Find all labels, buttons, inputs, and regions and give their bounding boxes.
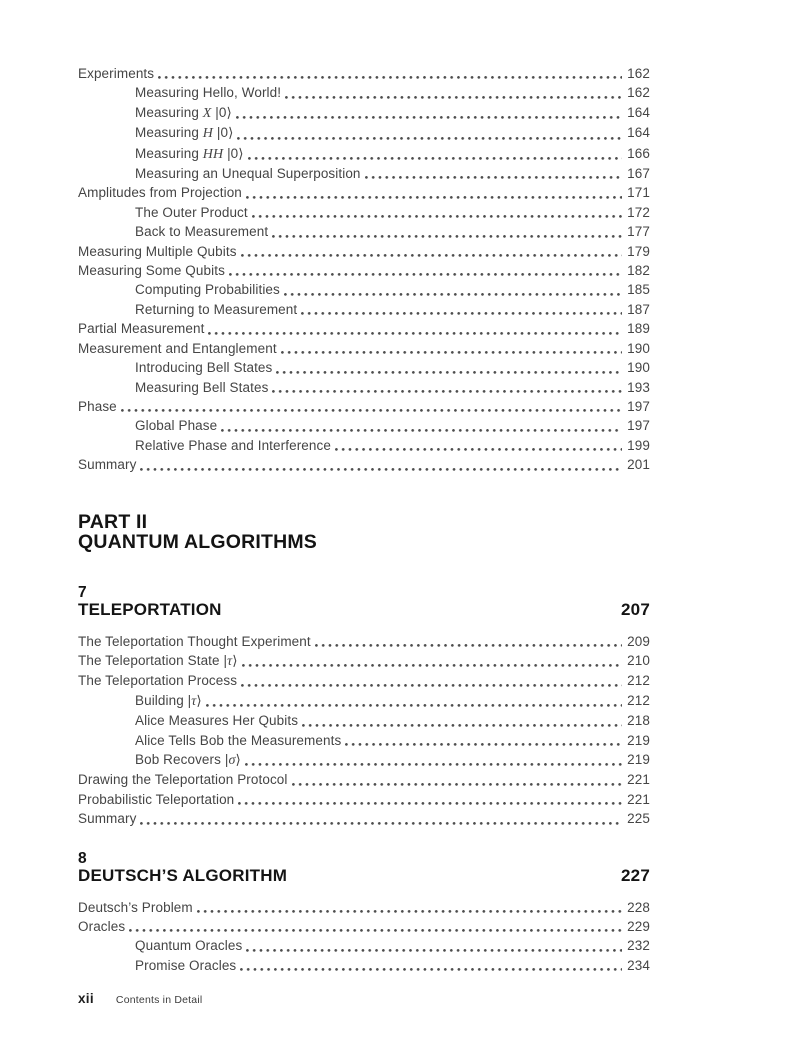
- toc-dot-leader: [301, 312, 622, 315]
- chapter-entry-block: [78, 898, 650, 976]
- toc-entry: [78, 203, 650, 222]
- toc-dot-leader: [245, 763, 622, 766]
- toc-entry-title: Drawing the Teleportation Protocol: [78, 772, 288, 788]
- toc-entry-page: 193: [627, 379, 650, 395]
- title-text: ⟩: [196, 692, 202, 708]
- toc-dot-leader: [238, 802, 622, 805]
- toc-entry: [78, 300, 650, 319]
- toc-entry-page: 234: [627, 957, 650, 973]
- toc-entry-title: Amplitudes from Projection: [78, 185, 242, 201]
- toc-dot-leader: [246, 949, 622, 952]
- toc-entry-title: Measuring Some Qubits: [78, 263, 225, 279]
- toc-entry: [78, 242, 650, 261]
- toc-entry-page: 212: [627, 673, 650, 689]
- title-text: Building |: [135, 692, 192, 708]
- toc-entry: [78, 455, 650, 474]
- page-footer: [78, 991, 202, 1006]
- toc-dot-leader: [272, 235, 622, 238]
- toc-dot-leader: [206, 704, 622, 707]
- toc-dot-leader: [335, 448, 622, 451]
- toc-entry-page: 162: [627, 85, 650, 101]
- title-text: Measuring: [135, 125, 203, 141]
- toc-entry-page: 189: [627, 321, 650, 337]
- toc-entry-page: 171: [627, 185, 650, 201]
- toc-dot-leader: [242, 664, 623, 667]
- toc-entry-title: Measuring Multiple Qubits: [78, 243, 237, 259]
- toc-entry: [78, 378, 650, 397]
- footer-label: Contents in Detail: [115, 994, 203, 1006]
- title-text: Measuring: [135, 104, 203, 120]
- toc-entry-page: 210: [627, 652, 650, 668]
- toc-entry: [78, 770, 650, 789]
- math-symbol: HH: [202, 146, 224, 162]
- toc-entry: [78, 936, 650, 955]
- part-heading-title: QUANTUM ALGORITHMS: [78, 530, 318, 553]
- math-symbol: τ: [227, 653, 233, 669]
- toc-entry-page: 185: [627, 282, 650, 298]
- toc-entry: [78, 436, 650, 455]
- part-heading: [78, 512, 650, 552]
- toc-entry: [78, 632, 650, 651]
- page-number: xii: [78, 991, 94, 1006]
- math-symbol: σ: [228, 752, 236, 768]
- toc-entry-title: [78, 144, 244, 164]
- toc-dot-leader: [241, 254, 623, 257]
- toc-dot-leader: [140, 468, 622, 471]
- chapter-number: 8: [78, 849, 87, 867]
- toc-dot-leader: [241, 684, 622, 687]
- toc-entry-title: The Outer Product: [135, 204, 248, 220]
- chapter-number: 7: [78, 583, 87, 601]
- toc-entry-page: 177: [627, 224, 650, 240]
- toc-entry-title: Measuring Bell States: [135, 379, 269, 395]
- toc-entry-title: Returning to Measurement: [135, 301, 298, 317]
- toc-entry-title: Oracles: [78, 919, 126, 934]
- toc-entry-page: 164: [627, 104, 650, 120]
- toc-entry: [78, 164, 650, 183]
- toc-entry: [78, 711, 650, 730]
- toc-entry-page: 219: [627, 751, 650, 767]
- toc-entry: [78, 691, 650, 711]
- toc-entry-title: Deutsch’s Problem: [78, 899, 193, 915]
- toc-entry-title: Global Phase: [135, 418, 218, 434]
- toc-entry: [78, 956, 650, 975]
- part-heading-kicker: PART II: [78, 510, 148, 533]
- toc-dot-leader: [365, 176, 623, 179]
- toc-entry-title: [78, 123, 233, 143]
- toc-entry: [78, 809, 650, 828]
- toc-entry-page: 229: [627, 919, 650, 934]
- toc-entry: [78, 144, 650, 164]
- toc-entry: [78, 651, 650, 671]
- toc-dot-leader: [208, 332, 622, 335]
- toc-entry: [78, 64, 650, 83]
- toc-entry-title: Relative Phase and Interference: [135, 437, 331, 453]
- toc-entry: [78, 83, 650, 102]
- toc-entry-title: Alice Measures Her Qubits: [135, 713, 299, 729]
- toc-dot-leader: [285, 96, 622, 99]
- toc-entry-title: Experiments: [78, 66, 155, 81]
- math-symbol: τ: [191, 693, 197, 709]
- math-symbol: H: [202, 126, 214, 142]
- title-text: |0⟩: [213, 125, 234, 141]
- toc-entry-page: 218: [627, 713, 650, 729]
- toc-dot-leader: [236, 116, 622, 119]
- toc-entry-title: Back to Measurement: [135, 224, 269, 240]
- toc-entry: [78, 416, 650, 435]
- toc-entry-title: The Teleportation Thought Experiment: [78, 633, 311, 649]
- toc-entry: [78, 750, 650, 770]
- toc-entry-page: 225: [627, 811, 650, 827]
- toc-dot-leader: [315, 644, 622, 647]
- toc-dot-leader: [248, 157, 623, 160]
- toc-entry-title: Phase: [78, 398, 117, 414]
- toc-dot-leader: [281, 351, 623, 354]
- toc-entry-title: Partial Measurement: [78, 321, 205, 337]
- toc-entry-title: Probabilistic Teleportation: [78, 791, 235, 807]
- toc-entry-title: Summary: [78, 811, 137, 827]
- toc-dot-leader: [345, 743, 622, 746]
- toc-entry-page: 164: [627, 125, 650, 141]
- toc-entry-title: [78, 750, 241, 770]
- chapter-section: [78, 585, 650, 829]
- toc-entry-page: 228: [627, 899, 650, 915]
- toc-entry-page: 219: [627, 732, 650, 748]
- toc-entry-title: Measuring an Unequal Superposition: [135, 166, 361, 182]
- toc-entry: [78, 339, 650, 358]
- toc-entry: [78, 790, 650, 809]
- toc-entry-title: Promise Oracles: [135, 957, 237, 973]
- toc-entry-page: 209: [627, 633, 650, 649]
- toc-dot-leader: [276, 371, 622, 374]
- toc-entry-page: 201: [627, 457, 650, 473]
- toc-entry: [78, 280, 650, 299]
- toc-entry-title: [78, 103, 232, 123]
- toc-entry-title: The Teleportation Process: [78, 673, 238, 689]
- toc-entry-title: Alice Tells Bob the Measurements: [135, 732, 342, 748]
- toc-entry: [78, 222, 650, 241]
- toc-dot-leader: [292, 783, 623, 786]
- toc-entry-page: 187: [627, 301, 650, 317]
- toc-entry: [78, 358, 650, 377]
- toc-entry-page: 179: [627, 243, 650, 259]
- toc-entry-page: 199: [627, 437, 650, 453]
- toc-entry-page: 221: [627, 791, 650, 807]
- toc-entry-page: 166: [627, 145, 650, 161]
- toc-dot-leader: [229, 273, 622, 276]
- toc-entry-page: 212: [627, 692, 650, 708]
- toc-dot-leader: [140, 822, 622, 825]
- toc-entry-page: 190: [627, 360, 650, 376]
- toc-entry-title: Measurement and Entanglement: [78, 340, 277, 356]
- toc-entry: [78, 123, 650, 143]
- toc-entry: [78, 671, 650, 690]
- toc-entry: [78, 397, 650, 416]
- toc-entry-page: 190: [627, 340, 650, 356]
- toc-dot-leader: [246, 196, 622, 199]
- toc-entry: [78, 183, 650, 202]
- title-text: |0⟩: [211, 104, 232, 120]
- chapter-section: [78, 851, 650, 976]
- chapter-title: TELEPORTATION: [78, 599, 222, 619]
- toc-entry-page: 232: [627, 938, 650, 954]
- toc-entry-page: 172: [627, 204, 650, 220]
- toc-dot-leader: [240, 968, 622, 971]
- toc-entry-page: 162: [627, 66, 650, 81]
- toc-dot-leader: [158, 76, 622, 79]
- toc-entry-page: 182: [627, 263, 650, 279]
- toc-dot-leader: [302, 724, 622, 727]
- toc-entry-title: Summary: [78, 457, 137, 473]
- toc-dot-leader: [252, 215, 622, 218]
- toc-entry-page: 197: [627, 398, 650, 414]
- chapter-title: DEUTSCH’S ALGORITHM: [78, 865, 288, 885]
- toc-entry-title: [78, 691, 202, 711]
- title-text: Measuring: [135, 145, 203, 161]
- chapter-page-number: 227: [621, 865, 650, 885]
- toc-entry-page: 197: [627, 418, 650, 434]
- title-text: ⟩: [232, 652, 238, 668]
- toc-entry-title: Computing Probabilities: [135, 282, 280, 298]
- toc-entry-title: Measuring Hello, World!: [135, 85, 282, 101]
- chapter-title-row: [78, 601, 650, 619]
- toc-entry: [78, 917, 650, 936]
- toc-dot-leader: [197, 910, 622, 913]
- toc-dot-leader: [272, 390, 622, 393]
- toc-entry: [78, 103, 650, 123]
- toc-entry-title: [78, 651, 238, 671]
- title-text: Bob Recovers |: [135, 751, 229, 767]
- toc-entry: [78, 261, 650, 280]
- title-text: |0⟩: [223, 145, 244, 161]
- math-symbol: X: [202, 105, 212, 121]
- toc-entry-title: Introducing Bell States: [135, 360, 273, 376]
- toc-dot-leader: [121, 409, 622, 412]
- toc-dot-leader: [129, 929, 622, 932]
- toc-entry: [78, 898, 650, 917]
- toc-entry: [78, 731, 650, 750]
- toc-dot-leader: [284, 293, 622, 296]
- toc-entry-page: 167: [627, 166, 650, 182]
- toc-entry-block: [78, 64, 650, 475]
- title-text: ⟩: [235, 751, 241, 767]
- toc-entry-title: Quantum Oracles: [135, 938, 243, 954]
- toc-entry-page: 221: [627, 772, 650, 788]
- chapter-entry-block: [78, 632, 650, 829]
- toc-dot-leader: [221, 429, 622, 432]
- toc-dot-leader: [237, 137, 622, 140]
- toc-entry: [78, 319, 650, 338]
- table-of-contents: [78, 64, 650, 975]
- chapter-title-row: [78, 867, 650, 885]
- title-text: The Teleportation State |: [78, 652, 228, 668]
- chapter-page-number: 207: [621, 599, 650, 619]
